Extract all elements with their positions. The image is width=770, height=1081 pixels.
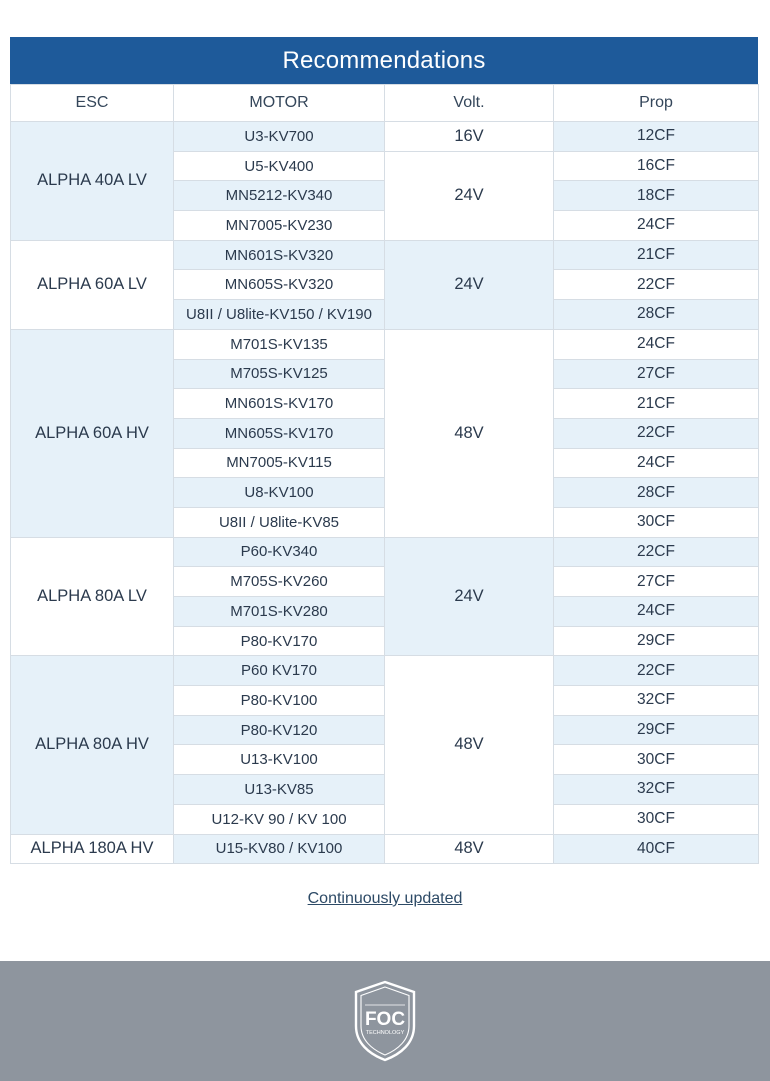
motor-cell: MN601S-KV170 (174, 389, 385, 419)
motor-cell: P80-KV170 (174, 626, 385, 656)
header-motor: MOTOR (174, 85, 385, 122)
motor-cell: MN605S-KV170 (174, 418, 385, 448)
prop-cell: 22CF (554, 656, 759, 686)
prop-cell: 30CF (554, 745, 759, 775)
prop-cell: 21CF (554, 389, 759, 419)
prop-cell: 24CF (554, 211, 759, 241)
prop-cell: 16CF (554, 151, 759, 181)
volt-cell: 24V (385, 240, 554, 329)
prop-cell: 12CF (554, 122, 759, 152)
table-row (11, 240, 759, 270)
motor-cell: P60 KV170 (174, 656, 385, 686)
prop-cell: 32CF (554, 686, 759, 716)
motor-cell: U8II / U8lite-KV150 / KV190 (174, 300, 385, 330)
table-row (11, 834, 759, 864)
volt-cell: 48V (385, 656, 554, 834)
foc-shield-icon (352, 980, 418, 1062)
prop-cell: 24CF (554, 329, 759, 359)
motor-cell: P60-KV340 (174, 537, 385, 567)
badge-subtext: TECHNOLOGY (365, 1030, 405, 1036)
prop-cell: 27CF (554, 567, 759, 597)
prop-cell: 22CF (554, 537, 759, 567)
motor-cell: MN605S-KV320 (174, 270, 385, 300)
table-row (11, 537, 759, 567)
badge-text: FOC (364, 1009, 406, 1030)
prop-cell: 24CF (554, 597, 759, 627)
volt-cell: 24V (385, 151, 554, 240)
header-prop: Prop (554, 85, 759, 122)
motor-cell: MN7005-KV115 (174, 448, 385, 478)
prop-cell: 18CF (554, 181, 759, 211)
prop-cell: 30CF (554, 507, 759, 537)
prop-cell: 24CF (554, 448, 759, 478)
table-header-row (11, 85, 759, 122)
esc-cell: ALPHA 80A HV (11, 656, 174, 834)
prop-cell: 30CF (554, 804, 759, 834)
volt-cell: 48V (385, 329, 554, 537)
prop-cell: 40CF (554, 834, 759, 864)
motor-cell: M701S-KV280 (174, 597, 385, 627)
motor-cell: M705S-KV260 (174, 567, 385, 597)
motor-cell: MN5212-KV340 (174, 181, 385, 211)
prop-cell: 32CF (554, 775, 759, 805)
esc-cell: ALPHA 80A LV (11, 537, 174, 656)
esc-cell: ALPHA 180A HV (11, 834, 174, 864)
footer-link-container (0, 890, 770, 908)
motor-cell: P80-KV100 (174, 686, 385, 716)
recommendations-table (10, 84, 759, 864)
header-volt: Volt. (385, 85, 554, 122)
prop-cell: 27CF (554, 359, 759, 389)
table-title: Recommendations (10, 37, 758, 84)
volt-cell: 48V (385, 834, 554, 864)
prop-cell: 22CF (554, 418, 759, 448)
motor-cell: MN601S-KV320 (174, 240, 385, 270)
esc-cell: ALPHA 60A LV (11, 240, 174, 329)
footer-band (0, 961, 770, 1081)
motor-cell: MN7005-KV230 (174, 211, 385, 241)
volt-cell: 16V (385, 122, 554, 152)
prop-cell: 22CF (554, 270, 759, 300)
prop-cell: 29CF (554, 626, 759, 656)
prop-cell: 29CF (554, 715, 759, 745)
header-esc: ESC (11, 85, 174, 122)
volt-cell: 24V (385, 537, 554, 656)
recommendations-table-container (10, 37, 758, 864)
table-body (11, 122, 759, 864)
motor-cell: M705S-KV125 (174, 359, 385, 389)
motor-cell: U13-KV85 (174, 775, 385, 805)
prop-cell: 28CF (554, 478, 759, 508)
motor-cell: U8II / U8lite-KV85 (174, 507, 385, 537)
esc-cell: ALPHA 60A HV (11, 329, 174, 537)
motor-cell: U15-KV80 / KV100 (174, 834, 385, 864)
motor-cell: U13-KV100 (174, 745, 385, 775)
motor-cell: M701S-KV135 (174, 329, 385, 359)
prop-cell: 21CF (554, 240, 759, 270)
table-row (11, 656, 759, 686)
esc-cell: ALPHA 40A LV (11, 122, 174, 241)
motor-cell: U3-KV700 (174, 122, 385, 152)
motor-cell: U8-KV100 (174, 478, 385, 508)
motor-cell: U5-KV400 (174, 151, 385, 181)
motor-cell: P80-KV120 (174, 715, 385, 745)
motor-cell: U12-KV 90 / KV 100 (174, 804, 385, 834)
table-row (11, 122, 759, 152)
prop-cell: 28CF (554, 300, 759, 330)
continuously-updated-link[interactable]: Continuously updated (307, 890, 463, 907)
table-row (11, 329, 759, 359)
